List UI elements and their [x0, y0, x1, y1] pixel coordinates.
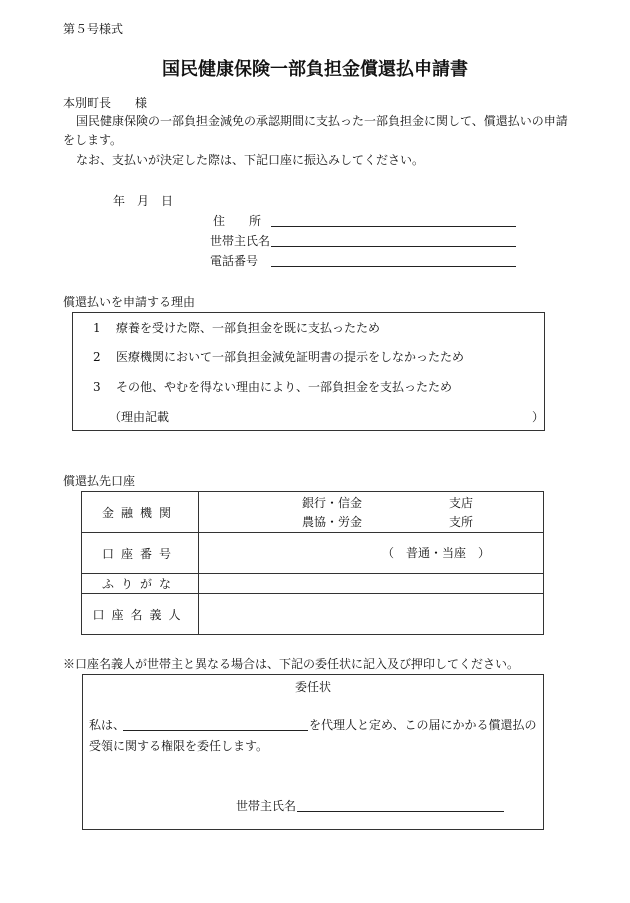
account-number-label: 口座番号: [82, 533, 199, 574]
institution-cell[interactable]: [199, 492, 544, 533]
reason-item-1[interactable]: 療養を受けた際、一部負担金を既に支払ったため: [116, 321, 381, 335]
account-number-cell[interactable]: [199, 533, 544, 574]
office-label: 支所: [449, 515, 474, 529]
account-table: [81, 491, 544, 635]
furigana-cell[interactable]: [199, 574, 544, 594]
phone-field[interactable]: [271, 266, 516, 267]
delegation-sign-field[interactable]: [297, 811, 504, 812]
reason-item-2-number: 2: [93, 350, 101, 364]
address-label: 住 所: [213, 214, 262, 228]
account-holder-cell[interactable]: [199, 594, 544, 635]
delegation-sign-label: 世帯主氏名: [236, 799, 297, 813]
institution-label: 金融機関: [82, 492, 199, 533]
account-type-text: （ 普通・当座 ）: [382, 546, 491, 560]
form-number: 第５号様式: [63, 22, 124, 36]
phone-label: 電話番号: [210, 254, 259, 268]
furigana-label: ふりがな: [82, 574, 199, 594]
reason-item-3[interactable]: その他、やむを得ない理由により、一部負担金を支払ったため: [116, 380, 453, 394]
householder-name-field[interactable]: [271, 246, 516, 247]
delegation-title: 委任状: [294, 680, 331, 694]
delegation-line1-start: 私は、: [89, 718, 126, 732]
reason-box: [72, 312, 545, 431]
reason-note-open: （理由記載: [109, 410, 170, 424]
page-title: 国民健康保険一部負担金償還払申請書: [162, 59, 468, 80]
reason-item-3-number: 3: [93, 380, 101, 394]
account-heading: 償還払先口座: [63, 474, 136, 488]
agri-label: 農協・労金: [302, 515, 363, 529]
reason-heading: 償還払いを申請する理由: [63, 295, 196, 309]
delegation-line2: 受領に関する権限を委任します。: [89, 739, 269, 753]
address-field[interactable]: [271, 226, 516, 227]
reason-note-close: ）: [532, 410, 545, 424]
reason-item-2[interactable]: 医療機関において一部負担金減免証明書の提示をしなかったため: [116, 350, 465, 364]
account-holder-label: 口座名義人: [82, 594, 199, 635]
addressee: 本別町長 様: [63, 96, 148, 110]
body-text-line-2: をします。: [63, 133, 123, 147]
delegation-line1-end: を代理人と定め、この届にかかる償還払の: [309, 718, 537, 732]
reason-item-1-number: 1: [93, 321, 101, 335]
body-text-line-3: なお、支払いが決定した際は、下記口座に振込みしてください。: [76, 153, 425, 167]
branch-label: 支店: [449, 496, 474, 510]
householder-name-label: 世帯主氏名: [210, 234, 271, 248]
delegation-box: [82, 674, 544, 830]
agent-name-field[interactable]: [123, 730, 308, 731]
delegation-notice: ※口座名義人が世帯主と異なる場合は、下記の委任状に記入及び押印してください。: [63, 657, 520, 671]
date-label: 年 月 日: [113, 194, 174, 208]
body-text-line-1: 国民健康保険の一部負担金減免の承認期間に支払った一部負担金に関して、償還払いの申請: [76, 114, 568, 128]
bank-label: 銀行・信金: [302, 496, 363, 510]
